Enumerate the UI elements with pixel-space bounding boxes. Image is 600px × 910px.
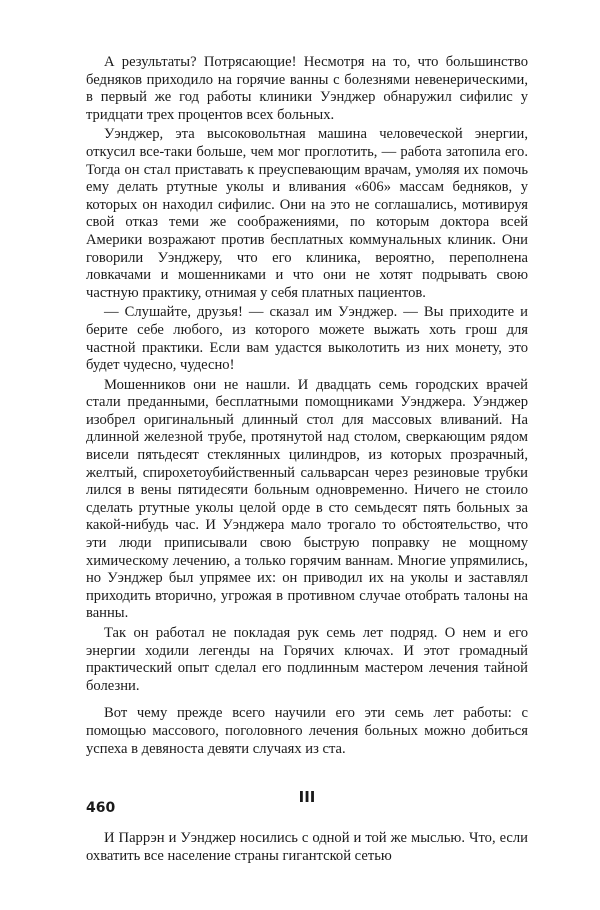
paragraph-wenger-energy: Уэнджер, эта высоковольтная машина человеческой энергии, откусил все-таки больше, чем мог проглотить, — работа затопила его. Тогда он стал приставать к преуспевающим врачам, умоляя их помочь ему делать ртутные уколы и вливания «606» массам бедняков, у которых он находил сифилис. Они на это не соглашались, мотивируя свой отказ теми же соображениями, по которым доктора всей Америки возражают против бесплатных коммунальных клиник. Они говорили Уэнджеру, что его клиника, вероятно, переполнена ловкачами и мошенниками и что они не хотят подрывать свою частную практику, отнимая у себя платных пациентов. — [86, 126, 528, 301]
page-number: 460 — [86, 800, 116, 816]
page-body — [86, 54, 528, 865]
paragraph-seven-years: Так он работал не покладая рук семь лет подряд. О нем и его энергии ходили легенды на Горячих ключах. И этот громадный практический опыт сделал его подлинным мастером лечения тайной болезни. — [86, 625, 528, 694]
paragraph-mass-table: Мошенников они не нашли. И двадцать семь городских врачей стали преданными, бесплатными помощниками Уэнджера. Уэнджер изобрел оригинальный длинный стол для массовых вливаний. На длинной железной трубе, протянутой над столом, сверкающим рядом висели пятьдесят стеклянных цилиндров, из которых прозрачный, желтый, спирохетоубийственный сальварсан через резиновые трубки лился в вены пятидесяти больным одновременно. Ничего не стоило сделать ртутные уколы целой орде в сто семьдесят пять больных за какой-нибудь час. И Уэнджера мало трогало то обстоятельство, что эти люди приписывали свою быструю поправку не мощному химическому лечению, а только горячим ваннам. Многие упрямились, но Уэнджер был упрямее их: он приводил их на уколы и заставлял приходить вторично, угрожая в противном случае отобрать талоны на ванны. — [86, 376, 528, 622]
paragraph-lesson: Вот чему прежде всего научили его эти семь лет работы: с помощью массового, поголовного лечения больных можно добиться успеха в девяноста девяти случаях из ста. — [86, 705, 528, 757]
paragraph-results: А результаты? Потрясающие! Несмотря на то, что большинство бедняков приходило на горячие ванны с болезнями невенерическими, в первый же год работы клиники Уэнджер обнаружил сифилис у тридцати трех процентов всех больных. — [86, 54, 528, 123]
paragraph-next-section: И Паррэн и Уэнджер носились с одной и той же мыслью. Что, если охватить все население страны гигантской сетью — [86, 830, 528, 864]
section-divider: III — [298, 788, 316, 807]
paragraph-wenger-speech: — Слушайте, друзья! — сказал им Уэнджер. — Вы приходите и берите себе любого, из которого можете выжать хоть грош для частной практики. Если вам удастся выколотить из них монету, это будет чудесно, чудесно! — [86, 304, 528, 374]
